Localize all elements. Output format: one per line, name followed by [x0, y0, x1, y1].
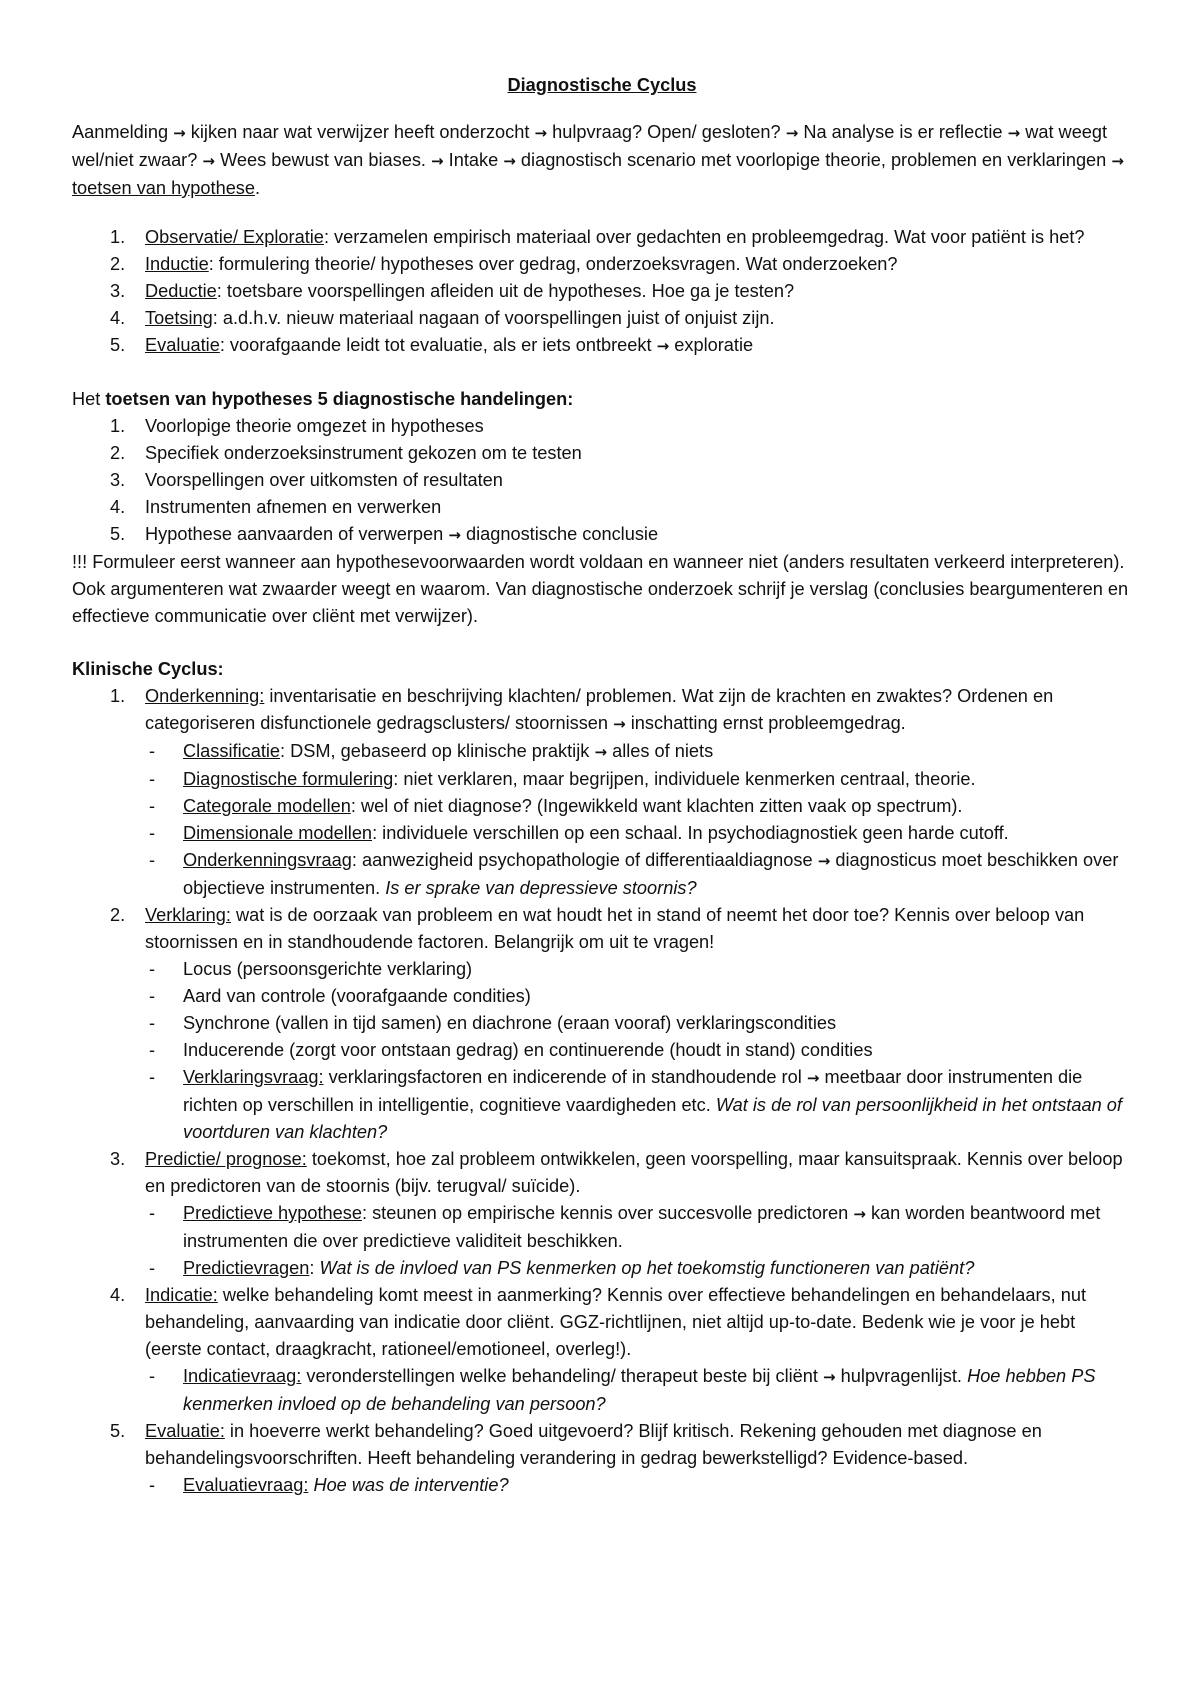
list-number: 5. [110, 335, 126, 355]
sub-item [145, 793, 1132, 820]
arrow-right-icon: → [173, 124, 186, 142]
arrow-right-icon: → [823, 1368, 836, 1386]
item-text: diagnostische conclusie [465, 524, 659, 544]
list-number: 2. [110, 443, 126, 463]
step-text: : voorafgaande leidt tot evaluatie, als er iets ontbreekt [219, 335, 652, 355]
sub-list [145, 1472, 1132, 1499]
spacer [72, 360, 1132, 386]
sub-item [145, 983, 1132, 1010]
arrow-right-icon: → [503, 152, 516, 170]
sub-term: Classificatie [183, 741, 281, 761]
step-text: wat is de oorzaak van probleem en wat houdt het in stand of neemt het door toe? Kennis over beloop van stoornissen en in standhoudende factoren. Belangrijk om uit te vragen! [145, 905, 1085, 952]
arrow-right-icon: → [817, 852, 831, 870]
sub-text: diagnosticus moet beschikken over objectieve instrumenten. [183, 850, 1119, 898]
step-term: Inductie [145, 254, 209, 274]
sub-item [145, 820, 1132, 847]
step-term: Observatie/ Exploratie [145, 227, 324, 247]
list-number: 1. [110, 416, 126, 436]
list-item [72, 1282, 1132, 1418]
item-text: Specifiek onderzoeksinstrument gekozen om te testen [145, 443, 582, 463]
sub-item [145, 1064, 1132, 1146]
sub-text: : steunen op empirische kennis over succesvolle predictoren [361, 1203, 849, 1223]
step-term: Toetsing [145, 308, 213, 328]
sub-text: Synchrone (vallen in tijd samen) en diachrone (eraan vooraf) verklaringscondities [183, 1013, 837, 1033]
list-item [72, 521, 1132, 549]
list-number: 5. [110, 1421, 126, 1441]
sub-list [145, 1200, 1132, 1282]
sub-text: kan worden beantwoord met instrumenten die over predictieve validiteit beschikken. [183, 1203, 1101, 1251]
section-heading: Klinische Cyclus: [72, 659, 224, 679]
sub-text: : wel of niet diagnose? (Ingewikkeld want klachten zitten vaak op spectrum). [350, 796, 963, 816]
sub-text: : aanwezigheid psychopathologie of differentiaaldiagnose [351, 850, 813, 870]
step-text: in hoeverre werkt behandeling? Goed uitgevoerd? Blijf kritisch. Rekening gehouden met diagnose en behandelingsvoorschriften. Heeft behandeling verandering in gedrag bewerkstelligd? Evidence-based. [145, 1421, 1042, 1468]
sub-text: : niet verklaren, maar begrijpen, individuele kenmerken centraal, theorie. [393, 769, 976, 789]
intro-text: Na analyse is er reflectie [803, 122, 1003, 142]
sub-text: Aard van controle (voorafgaande condities) [183, 986, 531, 1006]
list-number: 4. [110, 1285, 126, 1305]
step-text: : verzamelen empirisch materiaal over gedachten en probleemgedrag. Wat voor patiënt is het? [323, 227, 1085, 247]
sub-text: meetbaar door instrumenten die richten op verschillen in intelligentie, cognitieve vaardigheden etc. [183, 1067, 1083, 1115]
sub-item [145, 1363, 1132, 1418]
sub-list [145, 1363, 1132, 1418]
list-number: 3. [110, 470, 126, 490]
list-number: 2. [110, 254, 126, 274]
sub-term: Onderkenningsvraag [183, 850, 352, 870]
list-item [72, 902, 1132, 1146]
intro-text: diagnostisch scenario met voorlopige theorie, problemen en verklaringen [520, 150, 1107, 170]
sub-term: Predictieve hypothese [183, 1203, 362, 1223]
step-text: : a.d.h.v. nieuw materiaal nagaan of voorspellingen juist of onjuist zijn. [212, 308, 775, 328]
note-paragraph: !!! Formuleer eerst wanneer aan hypothesevoorwaarden wordt voldaan en wanneer niet (anders resultaten verkeerd interpreteren). Ook argumenteren wat zwaarder weegt en waarom. Van diagnostische onderzoek schrijf je verslag (conclusies beargumenteren en effectieve communicatie over cliënt met verwijzer). [72, 552, 1129, 626]
sub-term: Evaluatievraag: [183, 1475, 309, 1495]
step-term: Verklaring: [145, 905, 231, 925]
list-item [72, 413, 1132, 440]
intro-text: hulpvraag? Open/ gesloten? [552, 122, 781, 142]
heading-text: Het [72, 389, 101, 409]
hypothesis-heading [72, 386, 1132, 413]
list-number: 4. [110, 497, 126, 517]
intro-text: wat weegt wel/niet zwaar? [72, 122, 1108, 170]
step-text: inventarisatie en beschrijving klachten/ problemen. Wat zijn de krachten en zwaktes? Ordenen en categoriseren disfunctionele gedragsclusters/ stoornissen [145, 686, 1054, 733]
list-item [72, 305, 1132, 332]
example-question: Wat is de invloed van PS kenmerken op het toekomstig functioneren van patiënt? [319, 1258, 975, 1278]
sub-text: verklaringsfactoren en indicerende of in standhoudende rol [323, 1067, 802, 1087]
sub-list [145, 738, 1132, 902]
intro-text: . [255, 178, 261, 198]
list-number: 4. [110, 308, 126, 328]
list-item [72, 683, 1132, 902]
sub-text: : [309, 1258, 315, 1278]
spacer [72, 630, 1132, 656]
sub-term: Diagnostische formulering [183, 769, 394, 789]
arrow-right-icon: → [431, 152, 444, 170]
sub-text: Locus (persoonsgerichte verklaring) [183, 959, 473, 979]
intro-text: Wees bewust van biases. [220, 150, 426, 170]
item-text: Instrumenten afnemen en verwerken [145, 497, 442, 517]
list-item [72, 278, 1132, 305]
step-text: : toetsbare voorspellingen afleiden uit de hypotheses. Hoe ga je testen? [216, 281, 795, 301]
step-term: Onderkenning: [145, 686, 265, 706]
list-number: 5. [110, 524, 126, 544]
step-text: : formulering theorie/ hypotheses over gedrag, onderzoeksvragen. Wat onderzoeken? [208, 254, 898, 274]
sub-list [145, 956, 1132, 1146]
list-number: 3. [110, 1149, 126, 1169]
list-number: 3. [110, 281, 126, 301]
intro-text: Intake [448, 150, 499, 170]
intro-text: kijken naar wat verwijzer heeft onderzocht [190, 122, 530, 142]
arrow-right-icon: → [1111, 152, 1124, 170]
sub-item [145, 1010, 1132, 1037]
arrow-right-icon: → [534, 124, 548, 142]
arrow-right-icon: → [594, 743, 608, 761]
sub-item [145, 847, 1132, 902]
step-term: Evaluatie: [145, 1421, 225, 1441]
arrow-right-icon: → [1007, 124, 1021, 142]
sub-item [145, 738, 1132, 766]
list-item [72, 440, 1132, 467]
cycle-steps-list [72, 224, 1132, 360]
step-text: welke behandeling komt meest in aanmerking? Kennis over effectieve behandelingen en behandelaars, nut behandeling, aanvaarding van indicatie door cliënt. GGZ-richtlijnen, niet altijd up-to-date. Bedenk wie je voor je hebt (eerste contact, draagkracht, rationeel/emotioneel, overleg!). [145, 1285, 1086, 1359]
arrow-right-icon: → [613, 715, 626, 733]
sub-item [145, 1037, 1132, 1064]
sub-item [145, 1255, 1132, 1282]
arrow-right-icon: → [202, 152, 215, 170]
sub-term: Categorale modellen [183, 796, 351, 816]
page-title: Diagnostische Cyclus [507, 75, 697, 95]
example-question: Hoe hebben PS kenmerken invloed op de behandeling van persoon? [183, 1366, 1096, 1414]
example-question: Is er sprake van depressieve stoornis? [385, 878, 697, 898]
example-question: Hoe was de interventie? [313, 1475, 509, 1495]
list-item [72, 224, 1132, 251]
sub-text: hulpvragenlijst. [840, 1366, 962, 1386]
arrow-right-icon: → [785, 124, 799, 142]
clinical-cycle-list [72, 683, 1132, 1499]
sub-text: : individuele verschillen op een schaal. In psychodiagnostiek geen harde cutoff. [372, 823, 1009, 843]
item-text: Voorspellingen over uitkomsten of resultaten [145, 470, 503, 490]
item-text: Hypothese aanvaarden of verwerpen [145, 524, 444, 544]
list-number: 2. [110, 905, 126, 925]
hypothesis-steps-list [72, 413, 1132, 549]
step-text: exploratie [674, 335, 754, 355]
sub-term: Indicatievraag: [183, 1366, 302, 1386]
arrow-right-icon: → [448, 526, 461, 544]
example-question: Wat is de rol van persoonlijkheid in het ontstaan of voortduren van klachten? [183, 1095, 1122, 1142]
sub-term: Predictievragen [183, 1258, 310, 1278]
heading-bold: toetsen van hypotheses 5 diagnostische handelingen: [105, 389, 574, 409]
list-item [72, 467, 1132, 494]
sub-text: veronderstellingen welke behandeling/ therapeut beste bij cliënt [301, 1366, 818, 1386]
step-text: inschatting ernst probleemgedrag. [630, 713, 906, 733]
sub-item [145, 956, 1132, 983]
intro-text: Aanmelding [72, 122, 169, 142]
step-term: Predictie/ prognose: [145, 1149, 307, 1169]
sub-item [145, 1472, 1132, 1499]
sub-text: alles of niets [612, 741, 714, 761]
list-item [72, 1418, 1132, 1499]
sub-item [145, 1200, 1132, 1255]
step-text: toekomst, hoe zal probleem ontwikkelen, geen voorspelling, maar kansuitspraak. Kennis over beloop en predictoren van de stoornis (bijv. terugval/ suïcide). [145, 1149, 1123, 1196]
arrow-right-icon: → [656, 337, 670, 355]
list-number: 1. [110, 227, 126, 247]
list-number: 1. [110, 686, 126, 706]
item-text: Voorlopige theorie omgezet in hypotheses [145, 416, 484, 436]
sub-text: : DSM, gebaseerd op klinische praktijk [280, 741, 590, 761]
step-term: Indicatie: [145, 1285, 218, 1305]
intro-underlined-term: toetsen van hypothese [72, 178, 256, 198]
arrow-right-icon: → [853, 1205, 866, 1223]
sub-term: Dimensionale modellen [183, 823, 373, 843]
intro-paragraph [72, 119, 1132, 202]
sub-item [145, 766, 1132, 793]
list-item [72, 494, 1132, 521]
list-item [72, 332, 1132, 360]
list-item [72, 1146, 1132, 1282]
sub-term: Verklaringsvraag: [183, 1067, 324, 1087]
step-term: Evaluatie [145, 335, 220, 355]
document-page [72, 72, 1132, 1499]
list-item [72, 251, 1132, 278]
step-term: Deductie [145, 281, 217, 301]
arrow-right-icon: → [806, 1069, 820, 1087]
sub-text: Inducerende (zorgt voor ontstaan gedrag) en continuerende (houdt in stand) condities [183, 1040, 873, 1060]
